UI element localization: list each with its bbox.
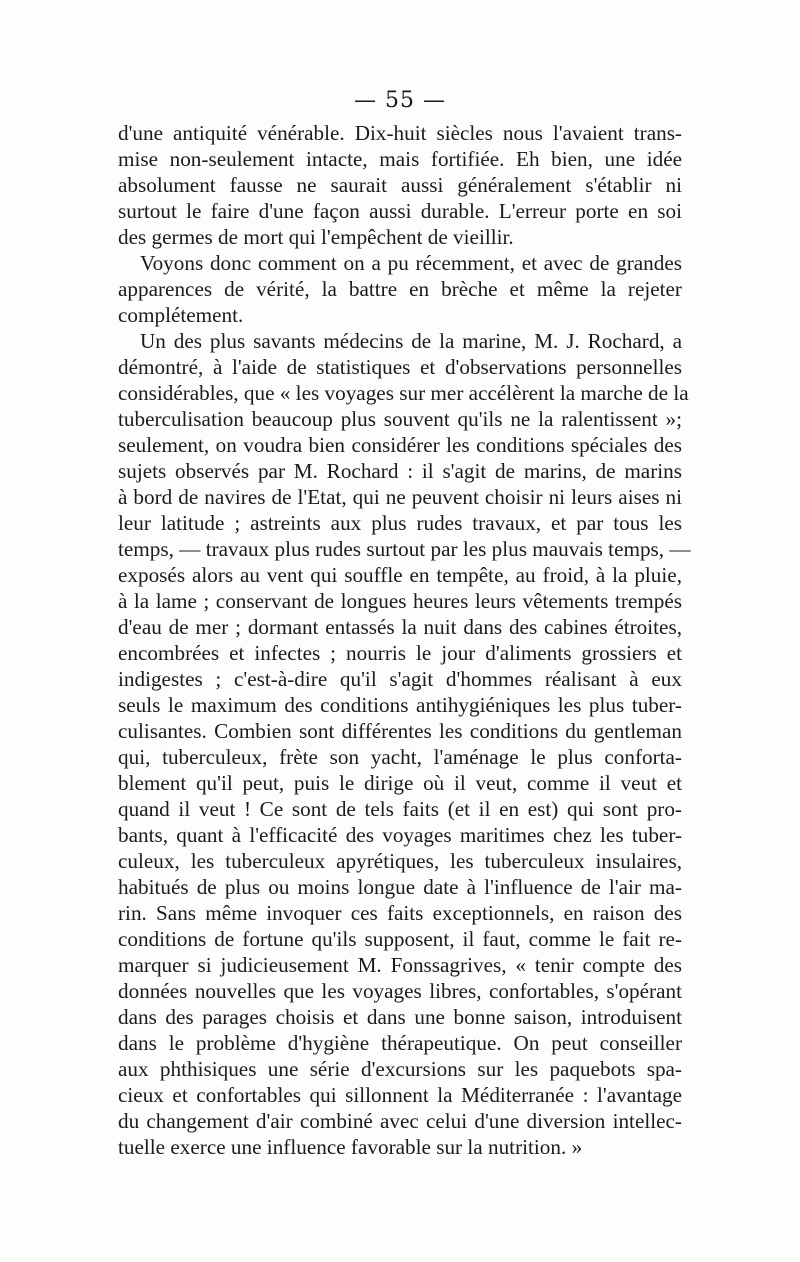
text-line: exposés alors au vent qui souffle en tempête, au froid, à la pluie, (118, 563, 682, 587)
text-line: dans le problème d'hygiène thérapeutique. On peut conseiller (118, 1031, 682, 1055)
text-line: surtout le faire d'une façon aussi durable. L'erreur porte en soi (118, 199, 682, 223)
text-line: encombrées et infectes ; nourris le jour d'aliments grossiers et (118, 641, 682, 665)
text-line: leur latitude ; astreints aux plus rudes travaux, et par tous les (118, 511, 682, 535)
text-line: du changement d'air combiné avec celui d'une diversion intellec- (118, 1109, 682, 1133)
text-line: des germes de mort qui l'empêchent de vieillir. (118, 225, 514, 249)
text-line: d'une antiquité vénérable. Dix-huit siècles nous l'avaient trans- (118, 121, 682, 145)
text-line: Un des plus savants médecins de la marine, M. J. Rochard, a (140, 329, 682, 353)
text-line: à bord de navires de l'Etat, qui ne peuvent choisir ni leurs aises ni (118, 485, 682, 509)
text-line: aux phthisiques une série d'excursions sur les paquebots spa- (118, 1057, 682, 1081)
text-line: à la lame ; conservant de longues heures leurs vêtements trempés (118, 589, 682, 613)
text-line: quand il veut ! Ce sont de tels faits (et il en est) qui sont pro- (118, 797, 682, 821)
text-line: conditions de fortune qu'ils supposent, il faut, comme le fait re- (118, 927, 682, 951)
text-line: blement qu'il peut, puis le dirige où il veut, comme il veut et (118, 771, 682, 795)
text-line: données nouvelles que les voyages libres, confortables, s'opérant (118, 979, 682, 1003)
text-line: mise non-seulement intacte, mais fortifiée. Eh bien, une idée (118, 147, 682, 171)
text-line: cieux et confortables qui sillonnent la Méditerranée : l'avantage (118, 1083, 682, 1107)
text-line: Voyons donc comment on a pu récemment, et avec de grandes (140, 251, 682, 275)
text-line: temps, — travaux plus rudes surtout par les plus mauvais temps, — (118, 537, 691, 561)
text-line: sujets observés par M. Rochard : il s'agit de marins, de marins (118, 459, 682, 483)
body-text (118, 120, 691, 1160)
text-line: apparences de vérité, la battre en brèche et même la rejeter (118, 277, 682, 301)
text-line: indigestes ; c'est-à-dire qu'il s'agit d'hommes réalisant à eux (118, 667, 682, 691)
text-line: tuberculisation beaucoup plus souvent qu'ils ne la ralentissent »; (118, 407, 682, 431)
text-line: complétement. (118, 303, 244, 327)
text-line: absolument fausse ne saurait aussi généralement s'établir ni (118, 173, 682, 197)
text-line: rin. Sans même invoquer ces faits exceptionnels, en raison des (118, 901, 682, 925)
text-line: tuelle exerce une influence favorable sur la nutrition. » (118, 1135, 583, 1159)
page-number: — 55 — (354, 88, 446, 113)
text-line: qui, tuberculeux, frète son yacht, l'aménage le plus conforta- (118, 745, 682, 769)
text-line: culisantes. Combien sont différentes les conditions du gentleman (118, 719, 682, 743)
text-line: dans des parages choisis et dans une bonne saison, introduisent (118, 1005, 682, 1029)
text-line: habitués de plus ou moins longue date à l'influence de l'air ma- (118, 875, 682, 899)
text-line: considérables, que « les voyages sur mer accélèrent la marche de la (118, 381, 689, 405)
text-line: culeux, les tuberculeux apyrétiques, les tuberculeux insulaires, (118, 849, 682, 873)
text-line: marquer si judicieusement M. Fonssagrives, « tenir compte des (118, 953, 682, 977)
text-line: seuls le maximum des conditions antihygiéniques les plus tuber- (118, 693, 682, 717)
text-line: bants, quant à l'efficacité des voyages maritimes chez les tuber- (118, 823, 682, 847)
text-line: d'eau de mer ; dormant entassés la nuit dans des cabines étroites, (118, 615, 682, 639)
text-line: seulement, on voudra bien considérer les conditions spéciales des (118, 433, 682, 457)
text-line: démontré, à l'aide de statistiques et d'observations personnelles (118, 355, 682, 379)
